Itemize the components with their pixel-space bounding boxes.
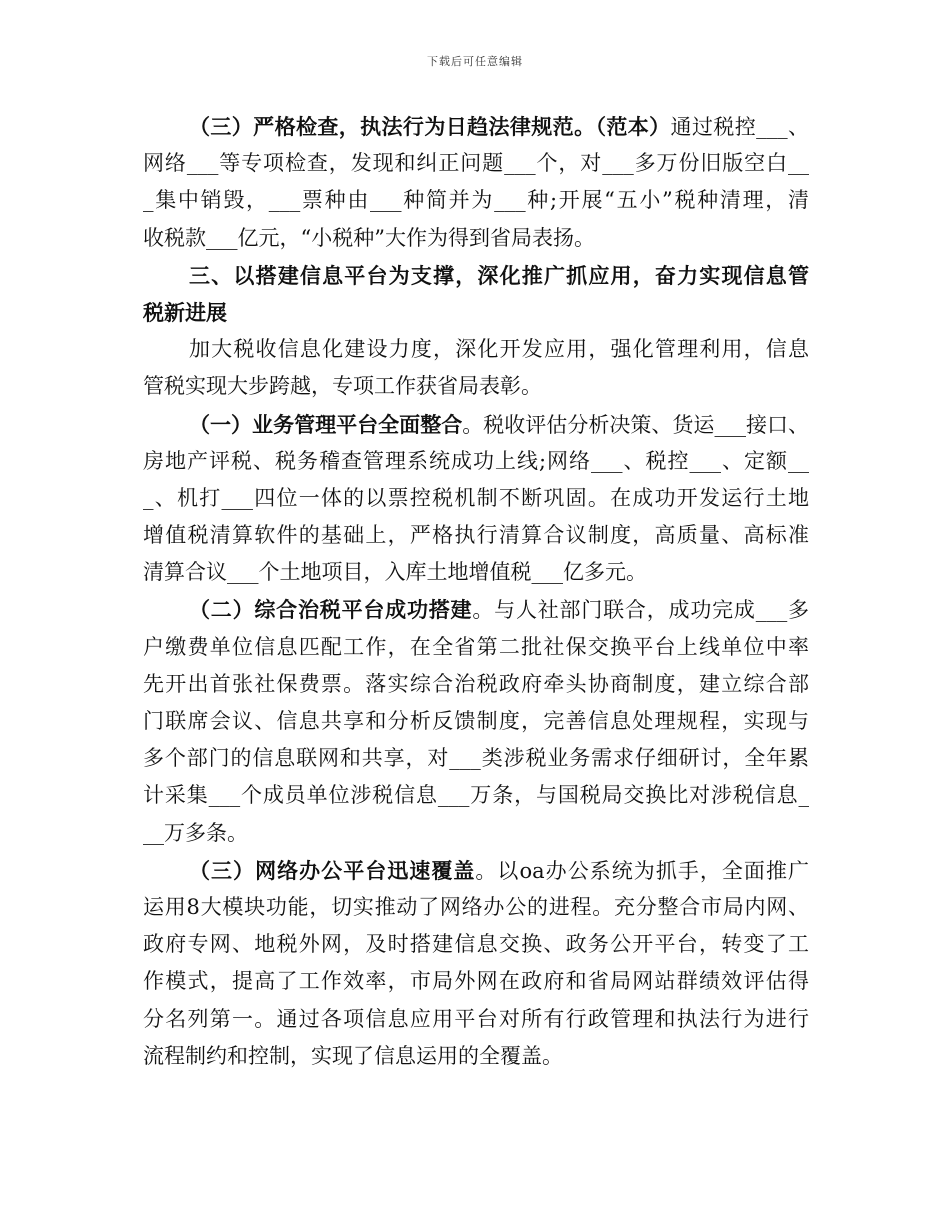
text-line — [143, 554, 809, 591]
text-line — [143, 591, 809, 628]
line-text: 增值税清算软件的基础上，严格执行清算合议制度，高质量、高标准 — [143, 523, 809, 548]
text-line — [143, 963, 809, 1000]
text-line — [143, 220, 809, 257]
text-line — [143, 368, 809, 405]
line-text: 。以oa办公系统为抓手，全面推广 — [475, 858, 809, 883]
text-line — [143, 666, 809, 703]
line-text: __万多条。 — [143, 820, 248, 845]
paragraph-heading: （二）综合治税平台成功搭建 — [189, 597, 473, 623]
text-line — [143, 852, 809, 889]
line-text: 房地产评税、税务稽查管理系统成功上线;网络___、税控___、定额__ — [143, 448, 809, 473]
line-text: 清算合议___个土地项目，入库土地增值税___亿多元。 — [143, 560, 647, 585]
text-line — [143, 108, 809, 145]
text-line — [143, 182, 809, 219]
line-text: 。税收评估分析决策、货运___接口、 — [462, 412, 810, 437]
section-title: 税新进展 — [143, 299, 227, 325]
text-line — [143, 1038, 809, 1075]
line-text: 管税实现大步跨越，专项工作获省局表彰。 — [143, 374, 542, 399]
line-text: 政府专网、地税外网，及时搭建信息交换、政务公开平台，转变了工 — [143, 932, 809, 957]
line-text: 多个部门的信息联网和共享，对___类涉税业务需求仔细研讨，全年累 — [143, 746, 809, 771]
text-line — [143, 1001, 809, 1038]
text-line — [143, 517, 809, 554]
text-line — [143, 257, 809, 294]
page-header: 下载后可任意编辑 — [427, 55, 523, 68]
paragraph-tax-platform — [143, 591, 809, 851]
text-line — [143, 889, 809, 926]
section-title: 三、以搭建信息平台为支撑，深化推广抓应用，奋力实现信息管 — [189, 262, 809, 288]
line-text: 收税款___亿元，“小税种”大作为得到省局表扬。 — [143, 225, 595, 250]
line-text: 作模式，提高了工作效率，市局外网在政府和省局网站群绩效评估得 — [143, 969, 809, 994]
paragraph-strict-inspection — [143, 108, 809, 257]
paragraph-business-platform — [143, 406, 809, 592]
line-text: 。与人社部门联合，成功完成___多 — [472, 598, 810, 623]
text-line — [143, 703, 809, 740]
line-text: 先开出首张社保费票。落实综合治税政府牵头协商制度，建立综合部 — [143, 671, 809, 696]
section-heading — [143, 257, 809, 331]
line-text: 网络___等专项检查，发现和纠正问题___个，对___多万份旧版空白__ — [143, 151, 809, 176]
line-text: 门联席会议、信息共享和分析反馈制度，完善信息处理规程，实现与 — [143, 709, 809, 733]
text-line — [143, 294, 809, 331]
line-text: 运用8大模块功能，切实推动了网络办公的进程。充分整合市局内网、 — [143, 894, 809, 919]
text-line — [143, 815, 809, 852]
paragraph-heading: （一）业务管理平台全面整合 — [189, 411, 463, 437]
text-line — [143, 629, 809, 666]
document-body — [143, 108, 809, 1075]
line-text: _、机打___四位一体的以票控税机制不断巩固。在成功开发运行土地 — [143, 485, 809, 510]
line-text: 户缴费单位信息匹配工作，在全省第二批社保交换平台上线单位中率 — [143, 634, 809, 659]
line-text: 分名列第一。通过各项信息应用平台对所有行政管理和执法行为进行 — [143, 1006, 809, 1031]
line-text: 计采集___个成员单位涉税信息___万条，与国税局交换比对涉税信息_ — [143, 783, 809, 808]
text-line — [143, 145, 809, 182]
text-line — [143, 740, 809, 777]
line-text: 流程制约和控制，实现了信息运用的全覆盖。 — [143, 1043, 563, 1068]
line-text: _集中销毁，___票种由___种简并为___种;开展“五小”税种清理，清 — [143, 188, 809, 213]
text-line — [143, 777, 809, 814]
paragraph-office-platform — [143, 852, 809, 1075]
line-text: 加大税收信息化建设力度，深化开发应用，强化管理利用，信息 — [189, 337, 809, 362]
paragraph-intro — [143, 331, 809, 405]
paragraph-heading: （三）严格检查，执法行为日趋法律规范。（范本） — [189, 114, 671, 139]
line-text: 通过税控___、 — [670, 115, 810, 139]
text-line — [143, 926, 809, 963]
text-line — [143, 443, 809, 480]
text-line — [143, 480, 809, 517]
text-line — [143, 406, 809, 443]
paragraph-heading: （三）网络办公平台迅速覆盖 — [189, 857, 476, 883]
text-line — [143, 331, 809, 368]
